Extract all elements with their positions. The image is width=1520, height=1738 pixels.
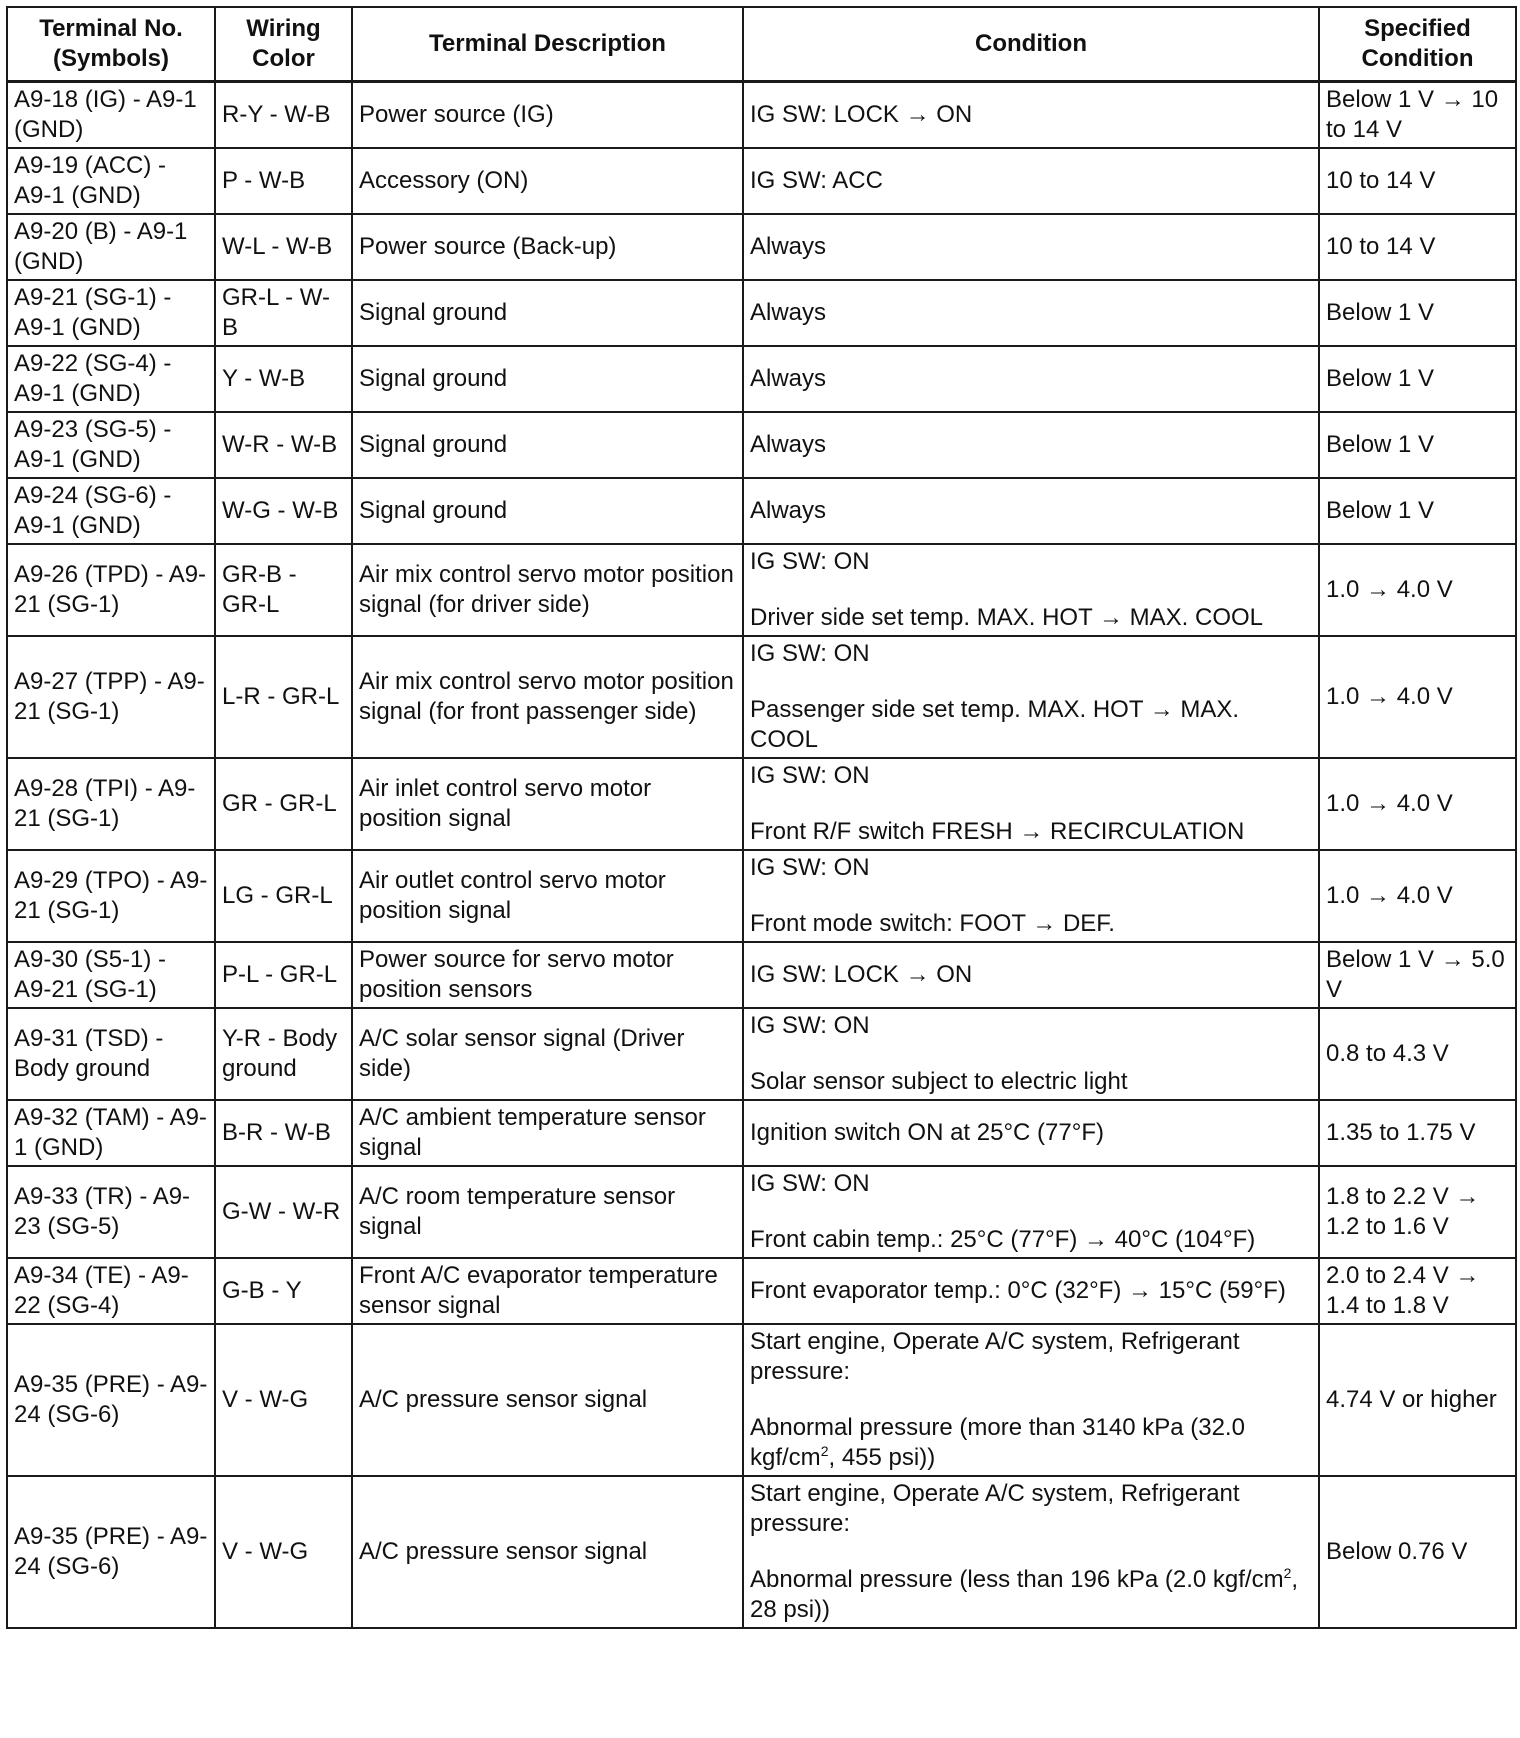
wiring-cell: P - W-B xyxy=(215,148,352,214)
condition-line: Front cabin temp.: 25°C (77°F) → 40°C (104°F) xyxy=(750,1226,1256,1253)
condition-line: IG SW: LOCK → ON xyxy=(750,961,973,988)
description-cell: A/C room temperature sensor signal xyxy=(352,1166,743,1258)
condition-line: Always xyxy=(750,431,827,458)
terminal-cell: A9-23 (SG-5) - A9-1 (GND) xyxy=(7,412,215,478)
table-row xyxy=(7,1008,1516,1100)
description-cell: A/C pressure sensor signal xyxy=(352,1476,743,1628)
specified-cell: 10 to 14 V xyxy=(1319,148,1516,214)
header-terminal: Terminal No. (Symbols) xyxy=(7,7,215,82)
table-row xyxy=(7,214,1516,280)
condition-cell xyxy=(743,850,1319,942)
condition-cell xyxy=(743,1476,1319,1628)
condition-cell xyxy=(743,1166,1319,1258)
condition-cell xyxy=(743,1258,1319,1324)
wiring-cell: G-W - W-R xyxy=(215,1166,352,1258)
table-row xyxy=(7,636,1516,758)
table-row xyxy=(7,346,1516,412)
table-body xyxy=(7,82,1516,1629)
table-row xyxy=(7,1476,1516,1628)
condition-line: Always xyxy=(750,365,827,392)
condition-line: IG SW: ON xyxy=(750,548,870,575)
description-cell: Power source for servo motor position sensors xyxy=(352,942,743,1008)
header-condition: Condition xyxy=(743,7,1319,82)
specified-cell: Below 1 V xyxy=(1319,346,1516,412)
terminal-table-container xyxy=(6,6,1517,1629)
header-wiring: Wiring Color xyxy=(215,7,352,82)
condition-cell xyxy=(743,636,1319,758)
condition-line: IG SW: ACC xyxy=(750,167,883,194)
condition-line: Always xyxy=(750,233,827,260)
condition-line: Front mode switch: FOOT → DEF. xyxy=(750,910,1115,937)
condition-line: Ignition switch ON at 25°C (77°F) xyxy=(750,1119,1104,1146)
condition-line: Abnormal pressure (less than 196 kPa (2.0 kgf/$cm^2$, 28 psi)) xyxy=(750,1565,1299,1623)
condition-cell xyxy=(743,280,1319,346)
wiring-cell: GR - GR-L xyxy=(215,758,352,850)
description-cell: A/C pressure sensor signal xyxy=(352,1324,743,1476)
specified-cell: 1.0 → 4.0 V xyxy=(1319,758,1516,850)
description-cell: Front A/C evaporator temperature sensor signal xyxy=(352,1258,743,1324)
terminal-cell: A9-20 (B) - A9-1 (GND) xyxy=(7,214,215,280)
wiring-cell: W-R - W-B xyxy=(215,412,352,478)
condition-cell xyxy=(743,148,1319,214)
condition-cell xyxy=(743,82,1319,149)
specified-cell: 1.8 to 2.2 V → 1.2 to 1.6 V xyxy=(1319,1166,1516,1258)
table-header-row xyxy=(7,7,1516,82)
terminal-cell: A9-35 (PRE) - A9-24 (SG-6) xyxy=(7,1476,215,1628)
specified-cell: Below 1 V xyxy=(1319,412,1516,478)
wiring-cell: LG - GR-L xyxy=(215,850,352,942)
condition-line: Always xyxy=(750,497,827,524)
specified-cell: Below 1 V → 5.0 V xyxy=(1319,942,1516,1008)
terminal-cell: A9-34 (TE) - A9-22 (SG-4) xyxy=(7,1258,215,1324)
specified-cell: 4.74 V or higher xyxy=(1319,1324,1516,1476)
header-specified: Specified Condition xyxy=(1319,7,1516,82)
terminal-cell: A9-28 (TPI) - A9-21 (SG-1) xyxy=(7,758,215,850)
wiring-cell: P-L - GR-L xyxy=(215,942,352,1008)
condition-line: IG SW: LOCK → ON xyxy=(750,101,973,128)
wiring-cell: Y - W-B xyxy=(215,346,352,412)
wiring-cell: Y-R - Body ground xyxy=(215,1008,352,1100)
table-row xyxy=(7,148,1516,214)
header-description: Terminal Description xyxy=(352,7,743,82)
condition-cell xyxy=(743,346,1319,412)
description-cell: Signal ground xyxy=(352,412,743,478)
condition-line: Solar sensor subject to electric light xyxy=(750,1068,1128,1095)
description-cell: A/C ambient temperature sensor signal xyxy=(352,1100,743,1166)
condition-line: Always xyxy=(750,299,827,326)
table-row xyxy=(7,1324,1516,1476)
description-cell: Air inlet control servo motor position signal xyxy=(352,758,743,850)
terminal-cell: A9-30 (S5-1) - A9-21 (SG-1) xyxy=(7,942,215,1008)
condition-line: IG SW: ON xyxy=(750,1012,870,1039)
specified-cell: 1.35 to 1.75 V xyxy=(1319,1100,1516,1166)
terminal-cell: A9-35 (PRE) - A9-24 (SG-6) xyxy=(7,1324,215,1476)
table-row xyxy=(7,942,1516,1008)
specified-cell: 1.0 → 4.0 V xyxy=(1319,636,1516,758)
table-row xyxy=(7,1166,1516,1258)
terminal-table xyxy=(6,6,1517,1629)
specified-cell: 1.0 → 4.0 V xyxy=(1319,850,1516,942)
table-row xyxy=(7,412,1516,478)
condition-cell xyxy=(743,478,1319,544)
condition-line: Driver side set temp. MAX. HOT → MAX. COOL xyxy=(750,604,1263,631)
specified-cell: 10 to 14 V xyxy=(1319,214,1516,280)
description-cell: Power source (IG) xyxy=(352,82,743,149)
condition-line: Front evaporator temp.: 0°C (32°F) → 15°C (59°F) xyxy=(750,1277,1286,1304)
condition-cell xyxy=(743,942,1319,1008)
condition-line: Start engine, Operate A/C system, Refrigerant pressure: xyxy=(750,1328,1240,1385)
wiring-cell: GR-B - GR-L xyxy=(215,544,352,636)
terminal-cell: A9-26 (TPD) - A9-21 (SG-1) xyxy=(7,544,215,636)
wiring-cell: W-G - W-B xyxy=(215,478,352,544)
wiring-cell: G-B - Y xyxy=(215,1258,352,1324)
table-row xyxy=(7,544,1516,636)
terminal-cell: A9-21 (SG-1) - A9-1 (GND) xyxy=(7,280,215,346)
condition-cell xyxy=(743,412,1319,478)
table-row xyxy=(7,1258,1516,1324)
description-cell: Air mix control servo motor position signal (for front passenger side) xyxy=(352,636,743,758)
table-row xyxy=(7,82,1516,149)
condition-line: Abnormal pressure (more than 3140 kPa (32.0 kgf/$cm^2$, 455 psi)) xyxy=(750,1414,1245,1471)
table-row xyxy=(7,850,1516,942)
description-cell: A/C solar sensor signal (Driver side) xyxy=(352,1008,743,1100)
condition-cell xyxy=(743,544,1319,636)
wiring-cell: GR-L - W-B xyxy=(215,280,352,346)
description-cell: Signal ground xyxy=(352,478,743,544)
wiring-cell: W-L - W-B xyxy=(215,214,352,280)
description-cell: Accessory (ON) xyxy=(352,148,743,214)
condition-line: IG SW: ON xyxy=(750,854,870,881)
table-row xyxy=(7,478,1516,544)
description-cell: Signal ground xyxy=(352,280,743,346)
specified-cell: Below 1 V xyxy=(1319,478,1516,544)
specified-cell: Below 0.76 V xyxy=(1319,1476,1516,1628)
condition-line: IG SW: ON xyxy=(750,640,870,667)
condition-cell xyxy=(743,214,1319,280)
condition-line: IG SW: ON xyxy=(750,762,870,789)
specified-cell: 1.0 → 4.0 V xyxy=(1319,544,1516,636)
condition-cell xyxy=(743,1100,1319,1166)
table-row xyxy=(7,1100,1516,1166)
specified-cell: Below 1 V xyxy=(1319,280,1516,346)
terminal-cell: A9-33 (TR) - A9-23 (SG-5) xyxy=(7,1166,215,1258)
wiring-cell: B-R - W-B xyxy=(215,1100,352,1166)
specified-cell: 2.0 to 2.4 V → 1.4 to 1.8 V xyxy=(1319,1258,1516,1324)
terminal-cell: A9-24 (SG-6) - A9-1 (GND) xyxy=(7,478,215,544)
table-row xyxy=(7,758,1516,850)
wiring-cell: V - W-G xyxy=(215,1324,352,1476)
terminal-cell: A9-19 (ACC) - A9-1 (GND) xyxy=(7,148,215,214)
terminal-cell: A9-27 (TPP) - A9-21 (SG-1) xyxy=(7,636,215,758)
wiring-cell: V - W-G xyxy=(215,1476,352,1628)
terminal-cell: A9-22 (SG-4) - A9-1 (GND) xyxy=(7,346,215,412)
description-cell: Air outlet control servo motor position signal xyxy=(352,850,743,942)
condition-line: Start engine, Operate A/C system, Refrigerant pressure: xyxy=(750,1480,1240,1537)
terminal-cell: A9-31 (TSD) - Body ground xyxy=(7,1008,215,1100)
condition-cell xyxy=(743,1008,1319,1100)
wiring-cell: L-R - GR-L xyxy=(215,636,352,758)
wiring-cell: R-Y - W-B xyxy=(215,82,352,149)
table-row xyxy=(7,280,1516,346)
description-cell: Power source (Back-up) xyxy=(352,214,743,280)
terminal-cell: A9-32 (TAM) - A9-1 (GND) xyxy=(7,1100,215,1166)
terminal-cell: A9-18 (IG) - A9-1 (GND) xyxy=(7,82,215,149)
specified-cell: Below 1 V → 10 to 14 V xyxy=(1319,82,1516,149)
condition-line: Passenger side set temp. MAX. HOT → MAX. COOL xyxy=(750,696,1240,753)
terminal-cell: A9-29 (TPO) - A9-21 (SG-1) xyxy=(7,850,215,942)
condition-line: IG SW: ON xyxy=(750,1170,870,1197)
condition-cell xyxy=(743,758,1319,850)
condition-line: Front R/F switch FRESH → RECIRCULATION xyxy=(750,818,1245,845)
specified-cell: 0.8 to 4.3 V xyxy=(1319,1008,1516,1100)
description-cell: Signal ground xyxy=(352,346,743,412)
condition-cell xyxy=(743,1324,1319,1476)
description-cell: Air mix control servo motor position signal (for driver side) xyxy=(352,544,743,636)
